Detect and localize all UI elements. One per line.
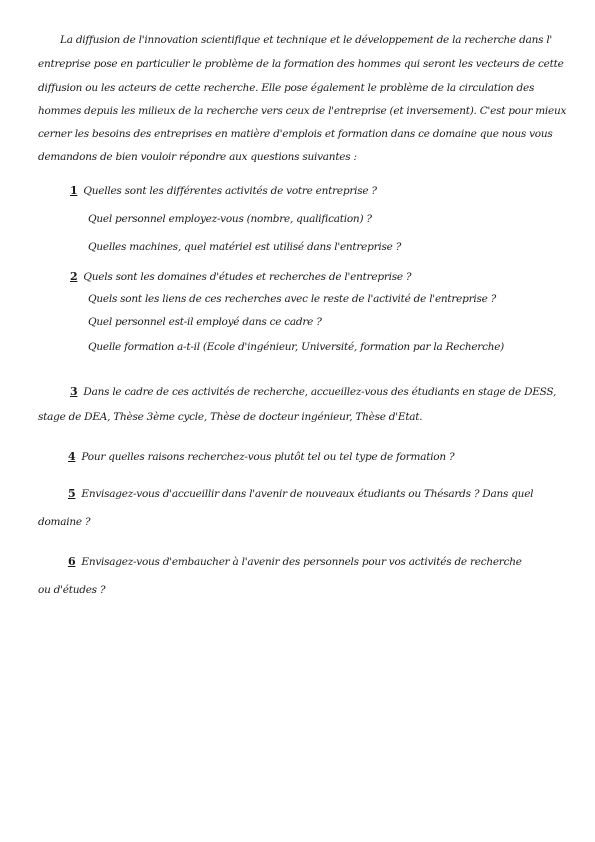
question-number: 1	[70, 184, 78, 197]
intro-line: diffusion ou les acteurs de cette recherche. Elle pose également le problème de la circulation des	[38, 82, 535, 94]
question-3	[70, 385, 556, 399]
intro-line: cerner les besoins des entreprises en matière d'emplois et formation dans ce domaine que nous vous	[38, 128, 553, 140]
question-number: 2	[70, 270, 78, 283]
question-text: Quels sont les domaines d'études et recherches de l'entreprise ?	[83, 271, 412, 283]
question-2	[70, 270, 411, 284]
question-number: 5	[68, 487, 76, 500]
question-line: Quel personnel employez-vous (nombre, qualification) ?	[88, 213, 372, 225]
question-number: 4	[68, 450, 76, 463]
question-line: Quels sont les liens de ces recherches avec le reste de l'activité de l'entreprise ?	[88, 293, 497, 305]
question-line: stage de DEA, Thèse 3ème cycle, Thèse de docteur ingénieur, Thèse d'Etat.	[38, 411, 423, 423]
question-text: Dans le cadre de ces activités de recherche, accueillez-vous des étudiants en stage de DESS,	[83, 386, 557, 398]
question-text: Pour quelles raisons recherchez-vous plutôt tel ou tel type de formation ?	[81, 451, 455, 463]
question-line: domaine ?	[38, 516, 91, 528]
question-6	[68, 555, 522, 569]
question-line: Quelles machines, quel matériel est utilisé dans l'entreprise ?	[88, 241, 402, 253]
question-number: 6	[68, 555, 76, 568]
question-line: ou d'études ?	[38, 584, 106, 596]
question-5	[68, 487, 533, 501]
question-1	[70, 184, 377, 198]
question-text: Envisagez-vous d'accueillir dans l'avenir de nouveaux étudiants ou Thésards ? Dans quel	[81, 488, 534, 500]
question-line: Quel personnel est-il employé dans ce cadre ?	[88, 316, 322, 328]
question-number: 3	[70, 385, 78, 398]
intro-line: hommes depuis les milieux de la recherche vers ceux de l'entreprise (et inversement). C'est pour mieux	[38, 105, 567, 117]
question-4	[68, 450, 454, 464]
question-text: Quelles sont les différentes activités de votre entreprise ?	[83, 185, 377, 197]
intro-line: entreprise pose en particulier le problème de la formation des hommes qui seront les vecteurs de cette	[38, 58, 564, 70]
intro-line: La diffusion de l'innovation scientifique et technique et le développement de la recherche dans l'	[60, 34, 553, 46]
question-line: Quelle formation a-t-il (Ecole d'ingénieur, Université, formation par la Recherche)	[88, 341, 505, 353]
intro-line: demandons de bien vouloir répondre aux questions suivantes :	[38, 151, 357, 163]
question-text: Envisagez-vous d'embaucher à l'avenir des personnels pour vos activités de recherche	[81, 556, 522, 568]
